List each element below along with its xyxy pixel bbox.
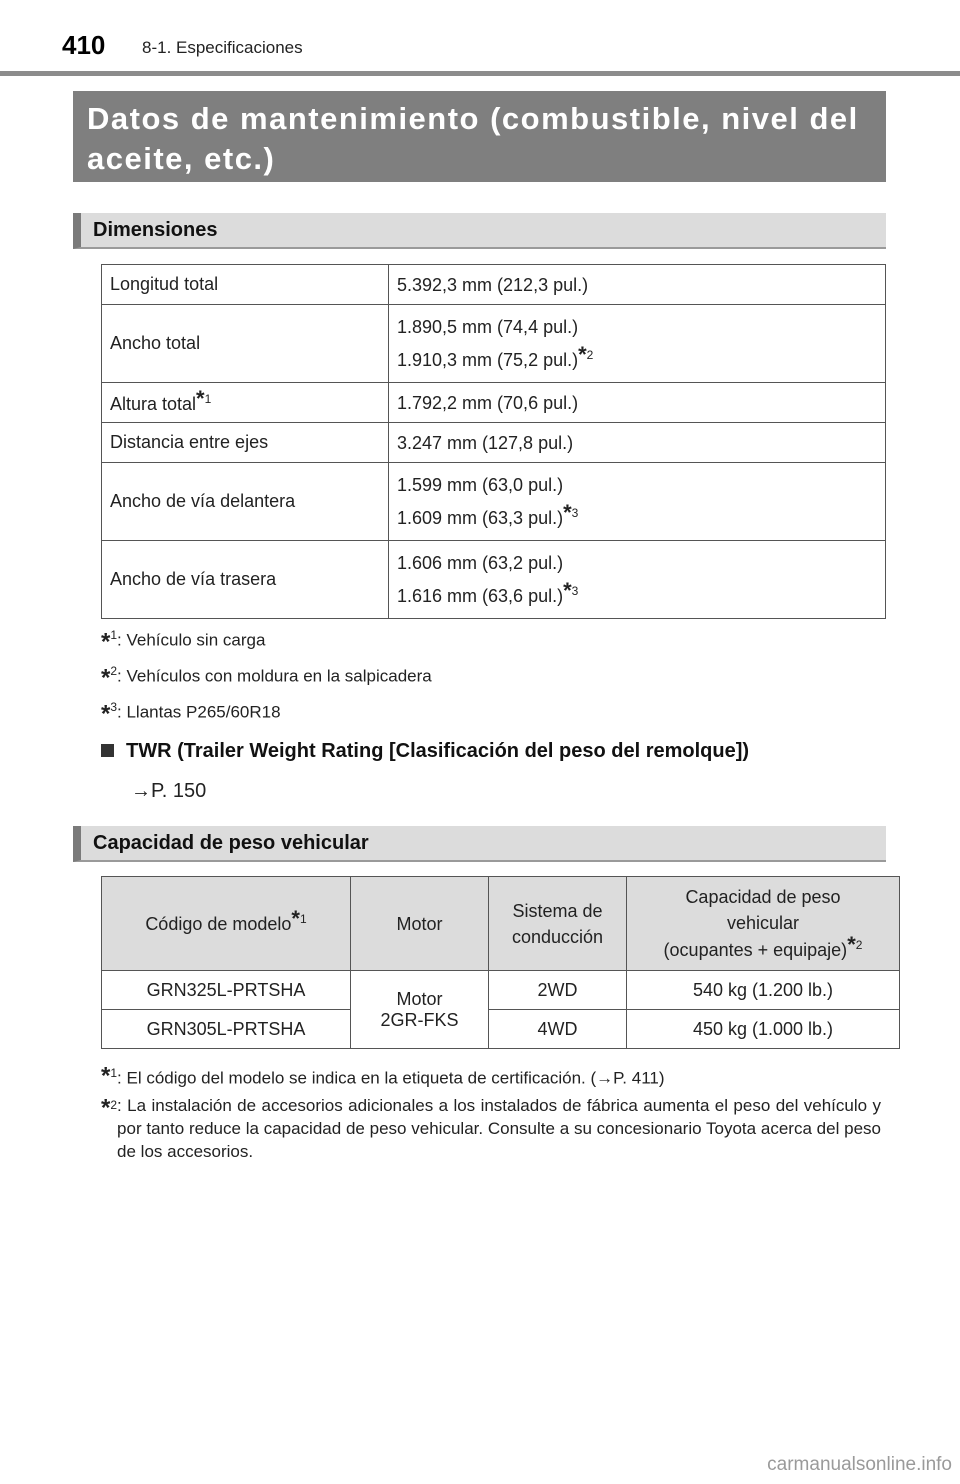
section-reference: 8-1. Especificaciones (142, 38, 303, 57)
arrow-right-icon: → (596, 1068, 614, 1088)
table-row (102, 463, 886, 541)
dimension-value: 1.792,2 mm (70,6 pul.) (389, 383, 886, 423)
capacity-footnote: *$^1$: El código del modelo se indica en la etiqueta de certificación. (→P. 411) (101, 1062, 665, 1090)
capacity-heading: Capacidad de peso vehicular (73, 826, 886, 862)
table-header-row (102, 877, 900, 971)
dimension-label: Ancho de vía trasera (102, 541, 389, 619)
column-header-drive: Sistema de conducción (489, 877, 627, 971)
watermark: carmanualsonline.info (767, 1454, 952, 1475)
dimension-label: Ancho total (102, 305, 389, 383)
table-row (102, 305, 886, 383)
drive-cell: 4WD (489, 1010, 627, 1049)
page-title: Datos de mantenimiento (combustible, nivel del aceite, etc.) (73, 91, 886, 182)
dimension-label: Ancho de vía delantera (102, 463, 389, 541)
drive-cell: 2WD (489, 971, 627, 1010)
footnote-marker: * (563, 500, 572, 525)
table-row (102, 383, 886, 423)
engine-cell: Motor 2GR-FKS (351, 971, 489, 1049)
capacity-cell: 450 kg (1.000 lb.) (627, 1010, 900, 1049)
dimension-value: 1.606 mm (63,2 pul.) 1.616 mm (63,6 pul.)*$^3$ (389, 541, 886, 619)
page-number: 410 (62, 30, 106, 60)
dimension-label: Distancia entre ejes (102, 423, 389, 463)
dimension-value: 1.890,5 mm (74,4 pul.) 1.910,3 mm (75,2 pul.)*$^2$ (389, 305, 886, 383)
twr-page-reference: →P. 150 (131, 780, 207, 802)
model-code-cell: GRN305L-PRTSHA (102, 1010, 351, 1049)
footnote-marker: * (578, 342, 587, 367)
dimensions-footnote: *$^1$: Vehículo sin carga (101, 628, 266, 656)
capacity-cell: 540 kg (1.200 lb.) (627, 971, 900, 1010)
dimensions-table (101, 264, 886, 619)
model-code-cell: GRN325L-PRTSHA (102, 971, 351, 1010)
dimension-value: 1.599 mm (63,0 pul.) 1.609 mm (63,3 pul.)*$^3$ (389, 463, 886, 541)
twr-heading: TWR (Trailer Weight Rating [Clasificación del peso del remolque]) (101, 740, 749, 763)
table-row (102, 971, 900, 1010)
table-row (102, 265, 886, 305)
column-header-capacity: Capacidad de peso vehicular (ocupantes + equipaje)*$^2$ (627, 877, 900, 971)
dimension-label: Altura total*$^1$ (102, 383, 389, 423)
column-header-model: Código de modelo*$^1$ (102, 877, 351, 971)
capacity-footnote: *$^2$ : La instalación de accesorios adicionales a los instalados de fábrica aumenta el peso del vehículo y por tanto reduce la capacidad de peso vehicular. Consulte a su concesionario Toyota acerca del peso de los accesorios. (101, 1094, 881, 1161)
dimensions-footnote: *$^3$: Llantas P265/60R18 (101, 700, 281, 728)
table-row (102, 1010, 900, 1049)
table-row (102, 541, 886, 619)
page-header (0, 0, 960, 76)
dimensions-footnote: *$^2$: Vehículos con moldura en la salpicadera (101, 664, 432, 692)
column-header-engine: Motor (351, 877, 489, 971)
header-divider (0, 71, 960, 76)
table-row (102, 423, 886, 463)
footnote-marker: * (196, 385, 205, 411)
dimension-label: Longitud total (102, 265, 389, 305)
dimension-value: 5.392,3 mm (212,3 pul.) (389, 265, 886, 305)
dimension-value: 3.247 mm (127,8 pul.) (389, 423, 886, 463)
square-bullet-icon (101, 744, 114, 757)
footnote-marker: * (563, 578, 572, 603)
capacity-table (101, 876, 900, 1049)
dimensions-heading: Dimensiones (73, 213, 886, 249)
arrow-right-icon: → (131, 780, 151, 802)
